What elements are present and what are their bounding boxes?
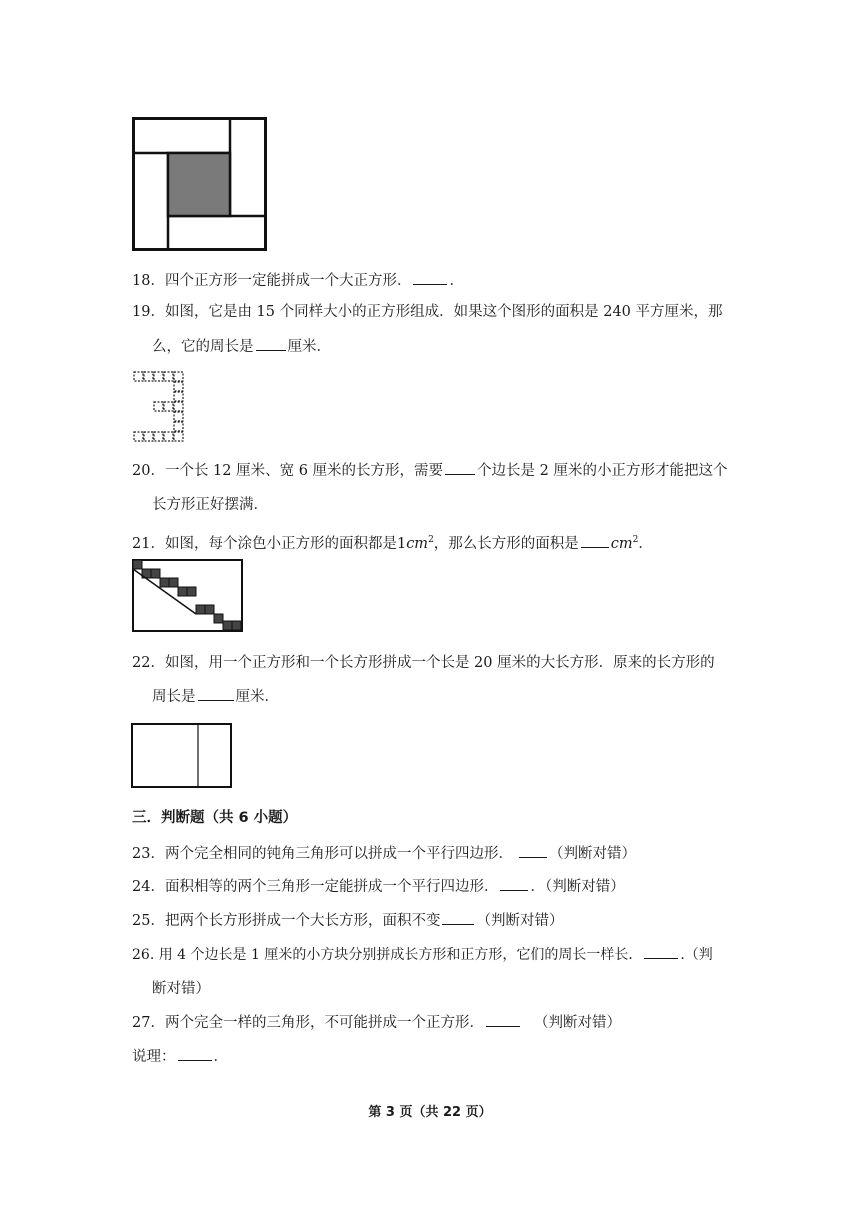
question-19-text-a: 么，它的周长是 [152,339,254,355]
question-22-line2 [152,686,279,708]
answer-blank-27[interactable] [486,1012,520,1027]
explain-line [132,1046,228,1068]
question-25-text: 25．把两个长方形拼成一个大长方形，面积不变 [132,913,441,929]
question-22-text-a: 周长是 [152,689,196,705]
question-26-line1 [132,944,713,966]
question-24 [132,876,625,898]
figure-staircase-rectangle [132,559,244,633]
page-footer: 第 3 页（共 22 页） [368,1105,492,1120]
answer-blank-20[interactable] [445,460,475,475]
question-22-text-b: 厘米． [235,689,279,705]
question-23-note: （判断对错） [548,846,636,862]
question-18-text: 18．四个正方形一定能拼成一个大正方形． [132,273,412,289]
question-19-text-b: 厘米． [287,339,331,355]
question-21-text-a: 21．如图，每个涂色小正方形的面积都是 [132,535,397,552]
question-23 [132,843,636,865]
answer-blank-18[interactable] [413,270,447,285]
explain-label: 说理： [132,1049,176,1065]
question-27-text: 27．两个完全一样的三角形，不可能拼成一个正方形． [132,1015,484,1031]
answer-blank-19[interactable] [256,336,286,351]
question-20-line2: 长方形正好摆满． [152,497,268,513]
question-18-tail: ． [449,273,464,289]
question-26-note: .（判 [680,947,713,963]
unit-cm-2: cm [610,535,633,552]
answer-blank-25[interactable] [442,910,474,925]
question-25 [132,910,563,932]
figure-fifteen-squares [133,371,185,446]
question-27-note: （判断对错） [533,1015,621,1031]
unit-number: 1 [396,535,407,552]
question-19-line2 [152,336,331,358]
figure-split-rectangle [131,723,233,789]
question-26-line2: 断对错） [152,981,210,997]
question-26-text: 26. 用 4 个边长是 1 厘米的小方块分别拼成长方形和正方形，它们的周长一样长． [132,947,643,963]
answer-blank-21[interactable] [581,533,609,548]
answer-blank-23[interactable] [519,843,547,858]
question-23-text: 23．两个完全相同的钝角三角形可以拼成一个平行四边形． [132,846,513,862]
answer-blank-26[interactable] [644,944,678,959]
question-24-text: 24．面积相等的两个三角形一定能拼成一个平行四边形． [132,879,499,895]
question-21-text-b: ，那么长方形的面积是 [433,535,579,552]
answer-blank-22[interactable] [198,686,234,701]
unit-cm: cm [406,535,429,552]
section-3-heading: 三．判断题（共 6 小题） [132,810,298,826]
figure-square-pinwheel [132,117,268,253]
question-25-note: （判断对错） [476,913,564,929]
explain-blank[interactable] [178,1046,212,1061]
question-27 [132,1012,621,1034]
unit-exponent-2: 2 [632,535,639,545]
unit-exponent: 2 [428,535,434,545]
explain-end: ． [213,1049,228,1065]
question-18 [132,270,464,292]
question-21 [132,529,653,555]
question-24-note: ．（判断对错） [530,879,625,895]
question-19-line1: 19．如图，它是由 15 个同样大小的正方形组成．如果这个图形的面积是 240 平方厘米，那 [132,304,723,320]
question-21-end: ． [638,535,653,552]
question-20-line1 [132,460,728,482]
answer-blank-24[interactable] [500,876,528,891]
question-22-line1: 22．如图，用一个正方形和一个长方形拼成一个长是 20 厘米的大长方形．原来的长方形的 [132,655,715,671]
question-20-text-b: 个边长是 2 厘米的小正方形才能把这个 [477,463,728,479]
question-20-text-a: 20．一个长 12 厘米、宽 6 厘米的长方形，需要 [132,463,444,479]
